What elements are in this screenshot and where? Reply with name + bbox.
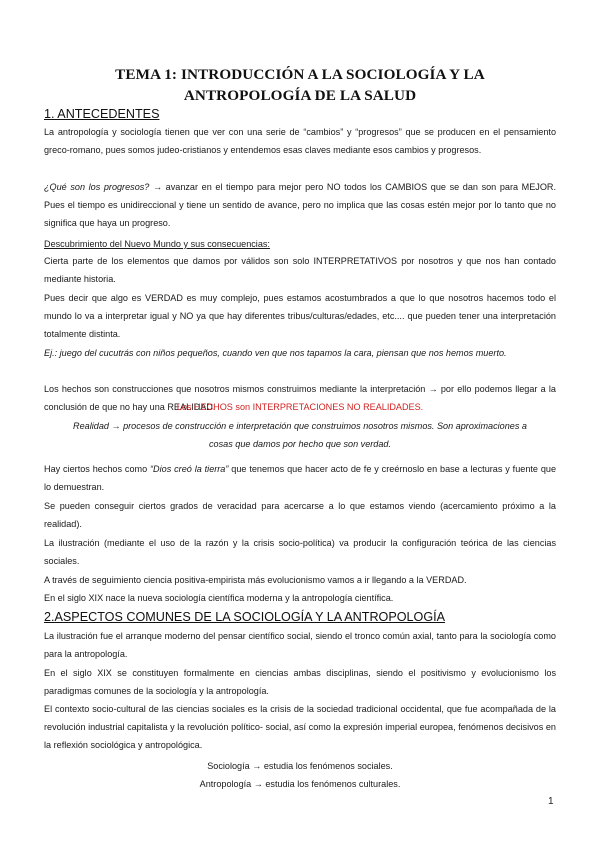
paragraph-contexto: El contexto socio-cultural de las ciencias sociales es la crisis de la sociedad tradicional occidental, que fue acompañada de la revolución industrial capitalista y la revolución político- social, así como la expresión imperial europea, fenómenos decisivos en la reflexión sociológica y antropológica.: [44, 704, 556, 751]
paragraph-positivismo: En el siglo XIX se constituyen formalmente en ciencias ambas disciplinas, siendo el positivismo y evolucionismo los paradigmas comunes de la sociología y la antropología.: [44, 668, 556, 697]
paragraph-intro: La antropología y sociología tienen que ver con una serie de “cambios” y “progresos” que se producen en el pensamiento greco-romano, pues somos judeo-cristianos y entendemos esas claves mediante esos cambios y progresos.: [44, 127, 556, 156]
paragraph-hechos: Los hechos son construcciones que nosotros mismos construimos mediante la interpretación → por ello podemos llegar a la conclusión de que no hay una REALIDAD.: [44, 384, 556, 413]
acto-de-fe-quote: “Dios creó la tierra”: [150, 464, 229, 474]
progresos-answer: → avanzar en el tiempo para mejor pero NO todos los CAMBIOS que se dan son para MEJOR. Pues el tiempo es unidireccional y tiene un sentido de avance, pero no implica que las cosas estén mejor por lo tanto que no significa que haya un progreso.: [44, 182, 557, 229]
highlight-red-statement: Los HECHOS son INTERPRETACIONES NO REALIDADES.: [176, 402, 424, 412]
section-heading-antecedentes: 1. ANTECEDENTES: [44, 107, 160, 121]
acto-de-fe-part-a: Hay ciertos hechos como: [44, 464, 151, 474]
paragraph-ciencia-positiva: A través de seguimiento ciencia positiva-empirista más evolucionismo vamos a ir llegando a la VERDAD.: [44, 575, 467, 585]
paragraph-verdad: Pues decir que algo es VERDAD es muy complejo, pues estamos acostumbrados a que lo que nosotros hacemos todo el mundo lo va a interpretar igual y NO ya que hay diferentes tribus/culturas/edades, etc.... que pueden tener una interpretación totalmente distinta.: [44, 293, 556, 340]
realidad-definition: Realidad → procesos de construcción e interpretación que construimos nosotros mismos. Son aproximaciones a cosas que damos por hecho que son verdad.: [73, 421, 527, 450]
page-number: 1: [548, 796, 554, 807]
paragraph-interpretativos: Cierta parte de los elementos que damos por válidos son solo INTERPRETATIVOS por nosotros y que nos han contado mediante historia.: [44, 256, 556, 285]
definition-antropologia: Antropología → estudia los fenómenos culturales.: [199, 779, 401, 789]
paragraph-siglo-xix: En el siglo XIX nace la nueva sociología científica moderna y la antropología científica.: [44, 593, 394, 603]
section-heading-aspectos-comunes: 2.ASPECTOS COMUNES DE LA SOCIOLOGÍA Y LA ANTROPOLOGÍA: [44, 610, 446, 624]
paragraph-acto-de-fe: [44, 460, 556, 496]
paragraph-progresos: [44, 178, 556, 233]
paragraph-ilustracion: La ilustración (mediante el uso de la razón y la crisis socio-política) va producir la configuración teórica de las ciencias sociales.: [44, 538, 556, 567]
paragraph-ilustracion-arranque: La ilustración fue el arranque moderno del pensar científico social, siendo el tronco común axial, tanto para la sociología como para la antropología.: [44, 631, 556, 660]
definition-sociologia: Sociología → estudia los fenómenos sociales.: [207, 761, 393, 771]
subheading-nuevo-mundo: Descubrimiento del Nuevo Mundo y sus consecuencias:: [44, 239, 270, 249]
paragraph-veracidad: Se pueden conseguir ciertos grados de veracidad para acercarse a lo que estamos viendo (acercamiento próximo a la realidad).: [44, 501, 556, 530]
progresos-question: ¿Qué son los progresos?: [44, 182, 150, 192]
paragraph-example: Ej.: juego del cucutrás con niños pequeños, cuando ven que nos tapamos la cara, piensan que nos hemos muerto.: [44, 348, 507, 358]
page-title: TEMA 1: INTRODUCCIÓN A LA SOCIOLOGÍA Y LA ANTROPOLOGÍA DE LA SALUD: [115, 66, 485, 104]
acto-de-fe-part-b: que tenemos que hacer acto de fe y creérnoslo en base a lecturas y fuente que lo demuestran.: [44, 464, 557, 493]
